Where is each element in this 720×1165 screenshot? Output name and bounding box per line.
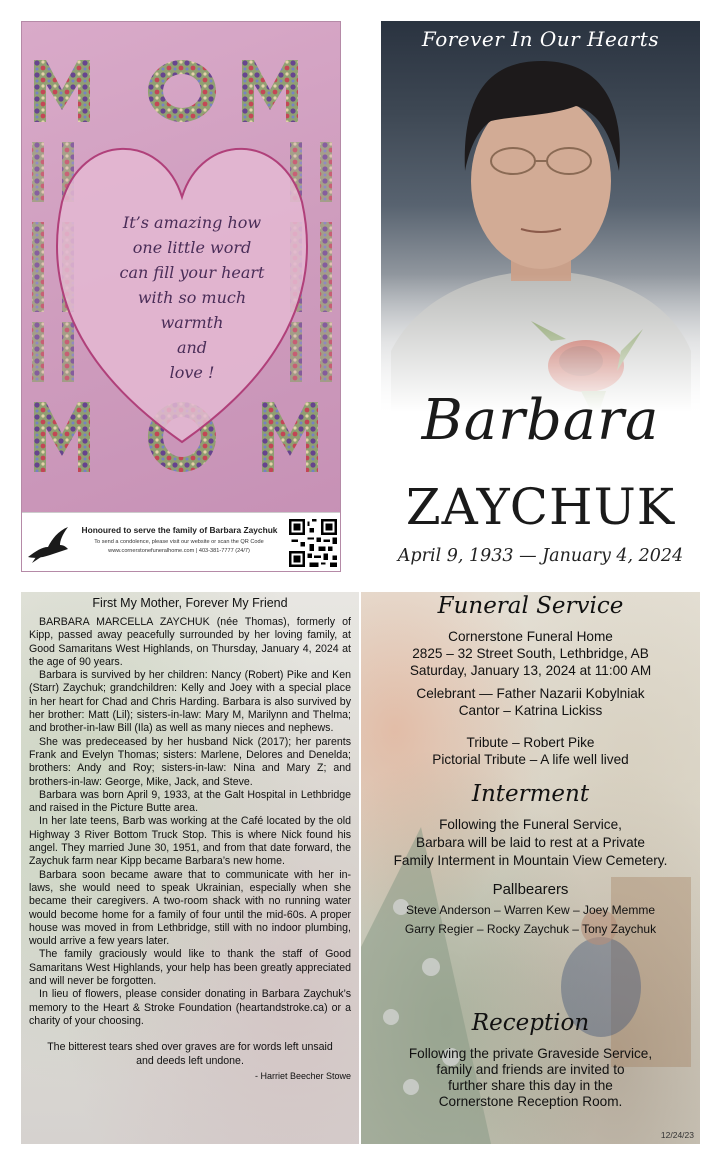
obituary-paragraph: Barbara soon became aware that to communicate with her in-laws, she would need to speak Ukrainian, especially when she became their caregivers. A two-room shack with no running water would become home for a family of four until the mid-60s. A proper house was moved in from Lethbridge, still with no indoor plumbing, would arrive a few years later. bbox=[29, 868, 351, 948]
obituary-paragraph: BARBARA MARCELLA ZAYCHUK (née Thomas), formerly of Kipp, passed away peacefully surrounded by her loving family, at Good Samaritans West Highlands, on Thursday, January 4, 2024 at the age of 90 years. bbox=[29, 616, 351, 668]
obituary-title: First My Mother, Forever My Friend bbox=[92, 596, 288, 610]
quote-line: can fill your heart bbox=[119, 263, 265, 282]
funeral-datetime: Saturday, January 13, 2024 at 11:00 AM bbox=[409, 663, 652, 678]
dove-logo-icon bbox=[26, 521, 70, 565]
closing-quote bbox=[29, 1041, 351, 1068]
quote-line: with so much bbox=[137, 288, 247, 307]
obituary-paragraph: Barbara is survived by her children: Nancy (Robert) Pike and Ken (Starr) Zaychuk; grandchildren: Kelly and Joey with a special place in her heart for Chad and Chris Harding. Barbara is also survived by her brother: Matt (Lil); sisters-in-law: Mary M, Marilynn and Thelma; and brother-in-law Bill (Ila) as well as many nieces and nephews. bbox=[29, 669, 351, 735]
contact-link[interactable]: www.cornerstonefuneralhome.com | 403-381-7777 (24/7) bbox=[108, 548, 250, 554]
quote-line: It’s amazing how bbox=[122, 213, 262, 232]
funeral-address: 2825 – 32 Street South, Lethbridge, AB bbox=[412, 646, 649, 661]
quote-line: warmth bbox=[160, 313, 224, 332]
quote-line: love ! bbox=[169, 363, 215, 382]
obituary-paragraph: The family graciously would like to thank the staff of Good Samaritans West Highlands, your help has been greatly appreciated and will never be forgotten. bbox=[29, 948, 351, 988]
last-name: ZAYCHUK bbox=[405, 478, 676, 536]
funeral-service-heading: Funeral Service bbox=[437, 593, 624, 619]
closing-quote-line: and deeds left undone. bbox=[136, 1054, 244, 1067]
funeral-home-footer bbox=[22, 512, 341, 572]
reception-line: Following the private Graveside Service, bbox=[408, 1046, 653, 1061]
reception-line: further share this day in the bbox=[448, 1078, 613, 1093]
pallbearers-heading: Pallbearers bbox=[492, 881, 569, 898]
life-dates: April 9, 1933 — January 4, 2024 bbox=[397, 546, 684, 566]
mom-card bbox=[21, 21, 341, 572]
quote-line: one little word bbox=[132, 238, 252, 257]
honoured-text: Honoured to serve the family of Barbara Zaychuk bbox=[81, 525, 278, 535]
quote-line: and bbox=[176, 338, 208, 357]
date-stamp: 12/24/23 bbox=[660, 1130, 694, 1140]
tribute: Tribute – Robert Pike bbox=[466, 735, 595, 750]
interment-line: Following the Funeral Service, bbox=[439, 817, 622, 832]
funeral-venue: Cornerstone Funeral Home bbox=[448, 629, 613, 644]
services-panel bbox=[361, 592, 700, 1144]
closing-quote-line: The bitterest tears shed over graves are for words left unsaid bbox=[47, 1041, 333, 1054]
celebrant: Celebrant — Father Nazarii Kobylniak bbox=[416, 686, 645, 701]
interment-line: Family Interment in Mountain View Cemetery. bbox=[393, 853, 668, 868]
first-name: Barbara bbox=[421, 388, 660, 453]
reception-line: Cornerstone Reception Room. bbox=[438, 1094, 623, 1109]
obituary-paragraph: Barbara was born April 9, 1933, at the Galt Hospital in Lethbridge and raised in the Picture Butte area. bbox=[29, 788, 351, 815]
quote-author: - Harriet Beecher Stowe bbox=[254, 1070, 351, 1081]
obituary-paragraph: In her late teens, Barb was working at the Café located by the old Highway 3 River Bottom Truck Stop. This is where Nick found his angel. They married June 30, 1951, and from that date forward, the Zaychuk farm near Kipp became Barbara’s new home. bbox=[29, 815, 351, 868]
obituary-paragraph: She was predeceased by her husband Nick (2017); her parents Frank and Evelyn Thomas; sisters: Marlene, Delores and Denelda; brothers: Andy and Roy; sisters-in-law: Nina and Mary Z; and brothers-in-law: George, Mike, Jack, and Steve. bbox=[29, 735, 351, 788]
interment-heading: Interment bbox=[471, 781, 590, 807]
pallbearers-line: Steve Anderson – Warren Kew – Joey Memme bbox=[406, 903, 655, 917]
banner-title: Forever In Our Hearts bbox=[421, 27, 660, 51]
obituary-paragraph: In lieu of flowers, please consider donating in Barbara Zaychuk’s memory to the Heart & Stroke Foundation (heartandstroke.ca) or a charity of your choosing. bbox=[29, 988, 351, 1027]
cantor: Cantor – Katrina Lickiss bbox=[458, 703, 603, 718]
reception-line: family and friends are invited to bbox=[436, 1062, 625, 1077]
pictorial-tribute: Pictorial Tribute – A life well lived bbox=[432, 752, 629, 767]
obituary-panel bbox=[21, 592, 359, 1144]
pallbearers-line: Garry Regier – Rocky Zaychuk – Tony Zaychuk bbox=[404, 922, 657, 936]
interment-line: Barbara will be laid to rest at a Private bbox=[416, 835, 645, 850]
condolence-text: To send a condolence, please visit our website or scan the QR Code bbox=[94, 539, 264, 545]
mom-quote bbox=[107, 210, 277, 385]
reception-heading: Reception bbox=[471, 1010, 590, 1036]
qr-code-icon[interactable] bbox=[289, 519, 337, 567]
